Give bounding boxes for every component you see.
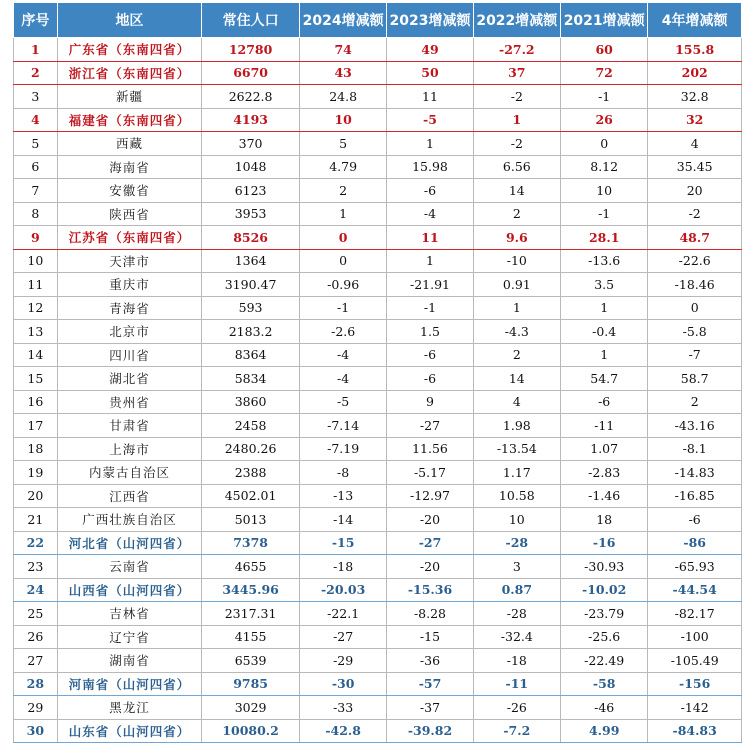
cell-population: 6123 <box>202 179 300 203</box>
cell-change-4yr: 0 <box>648 296 742 320</box>
cell-change-2021: -1 <box>561 202 648 226</box>
cell-population: 9785 <box>202 672 300 696</box>
table-row <box>14 649 742 673</box>
cell-region: 新疆 <box>57 85 202 109</box>
cell-change-2023: -36 <box>387 649 473 673</box>
cell-change-2023: 9 <box>387 390 473 414</box>
table-row <box>14 414 742 438</box>
cell-region: 内蒙古自治区 <box>57 461 202 485</box>
cell-change-4yr: -6 <box>648 508 742 532</box>
cell-change-2023: -8.28 <box>387 602 473 626</box>
cell-change-2024: -18 <box>299 555 386 579</box>
cell-region: 浙江省（东南四省） <box>57 61 202 85</box>
cell-change-2024: -33 <box>299 696 386 720</box>
cell-change-2022: 1.98 <box>473 414 560 438</box>
cell-change-4yr: -44.54 <box>648 578 742 602</box>
cell-change-2022: 3 <box>473 555 560 579</box>
cell-population: 4193 <box>202 108 300 132</box>
cell-change-2024: -7.19 <box>299 437 386 461</box>
cell-region: 广东省（东南四省） <box>57 38 202 62</box>
cell-change-2023: 49 <box>387 38 473 62</box>
cell-change-2022: 1 <box>473 108 560 132</box>
cell-population: 2317.31 <box>202 602 300 626</box>
cell-change-2022: -7.2 <box>473 719 560 743</box>
cell-change-2024: 5 <box>299 132 386 156</box>
cell-population: 3029 <box>202 696 300 720</box>
cell-change-2024: -22.1 <box>299 602 386 626</box>
cell-population: 6670 <box>202 61 300 85</box>
cell-population: 370 <box>202 132 300 156</box>
cell-change-2023: -5 <box>387 108 473 132</box>
table-row <box>14 202 742 226</box>
cell-region: 山西省（山河四省） <box>57 578 202 602</box>
table-row <box>14 38 742 62</box>
population-change-table <box>13 2 742 743</box>
cell-change-2022: 14 <box>473 367 560 391</box>
cell-change-2022: 2 <box>473 343 560 367</box>
cell-change-2021: -10.02 <box>561 578 648 602</box>
header-change-4yr: 4年增减额 <box>648 3 742 38</box>
cell-change-2023: -37 <box>387 696 473 720</box>
cell-region: 河北省（山河四省） <box>57 531 202 555</box>
cell-population: 2480.26 <box>202 437 300 461</box>
table-row <box>14 508 742 532</box>
cell-population: 5834 <box>202 367 300 391</box>
cell-region: 陕西省 <box>57 202 202 226</box>
cell-population: 3445.96 <box>202 578 300 602</box>
cell-change-2024: -5 <box>299 390 386 414</box>
cell-change-2023: 1 <box>387 132 473 156</box>
cell-change-2022: -10 <box>473 249 560 273</box>
cell-change-2021: -25.6 <box>561 625 648 649</box>
cell-change-2021: 1 <box>561 296 648 320</box>
cell-change-4yr: 202 <box>648 61 742 85</box>
cell-change-2023: 11 <box>387 226 473 250</box>
cell-change-4yr: -156 <box>648 672 742 696</box>
cell-change-2022: 14 <box>473 179 560 203</box>
table-row <box>14 390 742 414</box>
cell-change-2021: -2.83 <box>561 461 648 485</box>
table-row <box>14 625 742 649</box>
cell-population: 1364 <box>202 249 300 273</box>
header-region: 地区 <box>57 3 202 38</box>
cell-population: 2183.2 <box>202 320 300 344</box>
cell-change-2021: 26 <box>561 108 648 132</box>
cell-change-2024: 43 <box>299 61 386 85</box>
cell-change-4yr: -65.93 <box>648 555 742 579</box>
table-row <box>14 531 742 555</box>
cell-change-4yr: 32 <box>648 108 742 132</box>
cell-region: 山东省（山河四省） <box>57 719 202 743</box>
cell-change-4yr: -5.8 <box>648 320 742 344</box>
cell-rank: 21 <box>14 508 58 532</box>
cell-change-2024: -4 <box>299 343 386 367</box>
cell-change-2022: -26 <box>473 696 560 720</box>
cell-change-2023: -21.91 <box>387 273 473 297</box>
cell-change-2021: 8.12 <box>561 155 648 179</box>
cell-change-2022: 37 <box>473 61 560 85</box>
cell-rank: 1 <box>14 38 58 62</box>
table-row <box>14 555 742 579</box>
table-row <box>14 696 742 720</box>
cell-change-2023: 11 <box>387 85 473 109</box>
cell-region: 湖北省 <box>57 367 202 391</box>
cell-change-2022: 0.87 <box>473 578 560 602</box>
cell-region: 安徽省 <box>57 179 202 203</box>
cell-rank: 5 <box>14 132 58 156</box>
cell-change-2021: 10 <box>561 179 648 203</box>
cell-change-2024: -42.8 <box>299 719 386 743</box>
cell-population: 10080.2 <box>202 719 300 743</box>
cell-change-2022: 2 <box>473 202 560 226</box>
cell-population: 12780 <box>202 38 300 62</box>
cell-change-2023: -6 <box>387 343 473 367</box>
cell-population: 3860 <box>202 390 300 414</box>
cell-change-2022: -27.2 <box>473 38 560 62</box>
table-row <box>14 578 742 602</box>
cell-change-4yr: -7 <box>648 343 742 367</box>
cell-population: 7378 <box>202 531 300 555</box>
cell-region: 重庆市 <box>57 273 202 297</box>
cell-region: 青海省 <box>57 296 202 320</box>
cell-region: 甘肃省 <box>57 414 202 438</box>
table-row <box>14 320 742 344</box>
cell-change-2022: 6.56 <box>473 155 560 179</box>
cell-change-2021: 1 <box>561 343 648 367</box>
cell-region: 北京市 <box>57 320 202 344</box>
cell-change-2023: -27 <box>387 531 473 555</box>
cell-change-2023: 15.98 <box>387 155 473 179</box>
cell-change-2021: -16 <box>561 531 648 555</box>
cell-change-4yr: -86 <box>648 531 742 555</box>
cell-rank: 18 <box>14 437 58 461</box>
cell-change-2024: -13 <box>299 484 386 508</box>
cell-rank: 17 <box>14 414 58 438</box>
cell-change-2022: -28 <box>473 602 560 626</box>
cell-change-2021: -13.6 <box>561 249 648 273</box>
cell-rank: 13 <box>14 320 58 344</box>
cell-rank: 14 <box>14 343 58 367</box>
cell-population: 4655 <box>202 555 300 579</box>
cell-change-4yr: 48.7 <box>648 226 742 250</box>
cell-population: 4502.01 <box>202 484 300 508</box>
cell-rank: 24 <box>14 578 58 602</box>
cell-change-4yr: -84.83 <box>648 719 742 743</box>
table-row <box>14 108 742 132</box>
table-row <box>14 437 742 461</box>
cell-change-4yr: 20 <box>648 179 742 203</box>
cell-change-2023: -12.97 <box>387 484 473 508</box>
header-population: 常住人口 <box>202 3 300 38</box>
cell-population: 3190.47 <box>202 273 300 297</box>
cell-change-2022: -18 <box>473 649 560 673</box>
cell-change-2024: -20.03 <box>299 578 386 602</box>
cell-region: 黑龙江 <box>57 696 202 720</box>
table-row <box>14 672 742 696</box>
cell-change-4yr: 155.8 <box>648 38 742 62</box>
cell-population: 5013 <box>202 508 300 532</box>
table-row <box>14 367 742 391</box>
table-row <box>14 273 742 297</box>
cell-change-2022: 10 <box>473 508 560 532</box>
cell-rank: 23 <box>14 555 58 579</box>
cell-population: 2458 <box>202 414 300 438</box>
cell-region: 湖南省 <box>57 649 202 673</box>
cell-rank: 26 <box>14 625 58 649</box>
cell-rank: 3 <box>14 85 58 109</box>
cell-change-2022: 10.58 <box>473 484 560 508</box>
cell-change-2021: 72 <box>561 61 648 85</box>
cell-change-2024: -14 <box>299 508 386 532</box>
cell-change-4yr: -16.85 <box>648 484 742 508</box>
table-row <box>14 132 742 156</box>
table-row <box>14 249 742 273</box>
cell-rank: 8 <box>14 202 58 226</box>
cell-rank: 9 <box>14 226 58 250</box>
cell-rank: 15 <box>14 367 58 391</box>
cell-region: 四川省 <box>57 343 202 367</box>
cell-population: 3953 <box>202 202 300 226</box>
cell-population: 593 <box>202 296 300 320</box>
cell-change-2022: 9.6 <box>473 226 560 250</box>
cell-change-2021: -1.46 <box>561 484 648 508</box>
cell-change-2024: 0 <box>299 249 386 273</box>
cell-change-2024: 4.79 <box>299 155 386 179</box>
cell-population: 2622.8 <box>202 85 300 109</box>
cell-change-2023: -15.36 <box>387 578 473 602</box>
cell-change-4yr: -14.83 <box>648 461 742 485</box>
cell-change-2021: 1.07 <box>561 437 648 461</box>
table-body <box>14 38 742 743</box>
cell-change-4yr: -105.49 <box>648 649 742 673</box>
cell-change-4yr: -82.17 <box>648 602 742 626</box>
cell-population: 4155 <box>202 625 300 649</box>
table-row <box>14 179 742 203</box>
cell-change-2024: -15 <box>299 531 386 555</box>
cell-change-2021: 0 <box>561 132 648 156</box>
cell-rank: 2 <box>14 61 58 85</box>
cell-change-2021: -11 <box>561 414 648 438</box>
cell-change-4yr: -22.6 <box>648 249 742 273</box>
cell-rank: 4 <box>14 108 58 132</box>
table-row <box>14 85 742 109</box>
cell-rank: 12 <box>14 296 58 320</box>
table-row <box>14 602 742 626</box>
cell-region: 广西壮族自治区 <box>57 508 202 532</box>
cell-change-2021: 60 <box>561 38 648 62</box>
cell-change-2024: 0 <box>299 226 386 250</box>
cell-change-2021: 3.5 <box>561 273 648 297</box>
cell-change-2022: -4.3 <box>473 320 560 344</box>
cell-change-2021: 54.7 <box>561 367 648 391</box>
cell-change-4yr: -43.16 <box>648 414 742 438</box>
cell-rank: 30 <box>14 719 58 743</box>
cell-rank: 22 <box>14 531 58 555</box>
cell-change-4yr: 4 <box>648 132 742 156</box>
cell-change-4yr: -2 <box>648 202 742 226</box>
cell-rank: 28 <box>14 672 58 696</box>
cell-rank: 6 <box>14 155 58 179</box>
cell-region: 上海市 <box>57 437 202 461</box>
cell-change-2022: 4 <box>473 390 560 414</box>
cell-region: 吉林省 <box>57 602 202 626</box>
cell-change-4yr: 58.7 <box>648 367 742 391</box>
cell-region: 海南省 <box>57 155 202 179</box>
cell-change-2022: -11 <box>473 672 560 696</box>
cell-change-2021: -58 <box>561 672 648 696</box>
cell-change-2022: -28 <box>473 531 560 555</box>
cell-rank: 20 <box>14 484 58 508</box>
cell-change-2022: -2 <box>473 132 560 156</box>
cell-change-2024: 74 <box>299 38 386 62</box>
cell-change-2023: -39.82 <box>387 719 473 743</box>
header-rank: 序号 <box>14 3 58 38</box>
cell-change-2024: -30 <box>299 672 386 696</box>
cell-change-4yr: 32.8 <box>648 85 742 109</box>
cell-rank: 10 <box>14 249 58 273</box>
cell-region: 天津市 <box>57 249 202 273</box>
cell-change-2024: 1 <box>299 202 386 226</box>
cell-population: 6539 <box>202 649 300 673</box>
cell-change-2023: -6 <box>387 367 473 391</box>
header-change-2023: 2023增减额 <box>387 3 473 38</box>
cell-change-4yr: 2 <box>648 390 742 414</box>
cell-change-2023: -6 <box>387 179 473 203</box>
cell-change-2024: 24.8 <box>299 85 386 109</box>
cell-change-2023: -15 <box>387 625 473 649</box>
cell-population: 1048 <box>202 155 300 179</box>
cell-population: 8364 <box>202 343 300 367</box>
table-row <box>14 296 742 320</box>
cell-change-2022: -13.54 <box>473 437 560 461</box>
cell-change-2023: -20 <box>387 555 473 579</box>
cell-change-2022: -32.4 <box>473 625 560 649</box>
cell-change-2024: -29 <box>299 649 386 673</box>
cell-region: 江西省 <box>57 484 202 508</box>
cell-change-4yr: -18.46 <box>648 273 742 297</box>
cell-rank: 7 <box>14 179 58 203</box>
cell-change-2021: 4.99 <box>561 719 648 743</box>
table-row <box>14 719 742 743</box>
table-row <box>14 484 742 508</box>
cell-change-2023: 1.5 <box>387 320 473 344</box>
cell-region: 云南省 <box>57 555 202 579</box>
table-header-row <box>14 3 742 38</box>
cell-change-2024: -4 <box>299 367 386 391</box>
cell-region: 贵州省 <box>57 390 202 414</box>
cell-rank: 11 <box>14 273 58 297</box>
cell-region: 西藏 <box>57 132 202 156</box>
cell-change-2024: -27 <box>299 625 386 649</box>
cell-change-4yr: -100 <box>648 625 742 649</box>
cell-population: 8526 <box>202 226 300 250</box>
cell-change-2023: -20 <box>387 508 473 532</box>
cell-change-2023: -27 <box>387 414 473 438</box>
cell-change-2023: 1 <box>387 249 473 273</box>
cell-change-2023: 11.56 <box>387 437 473 461</box>
cell-change-2021: -6 <box>561 390 648 414</box>
cell-change-2022: -2 <box>473 85 560 109</box>
cell-rank: 19 <box>14 461 58 485</box>
cell-change-2024: 10 <box>299 108 386 132</box>
cell-change-2023: -1 <box>387 296 473 320</box>
cell-change-2024: -8 <box>299 461 386 485</box>
cell-rank: 25 <box>14 602 58 626</box>
cell-population: 2388 <box>202 461 300 485</box>
cell-rank: 29 <box>14 696 58 720</box>
cell-change-2021: -30.93 <box>561 555 648 579</box>
cell-change-2024: -1 <box>299 296 386 320</box>
cell-change-2022: 0.91 <box>473 273 560 297</box>
table-row <box>14 155 742 179</box>
cell-change-2021: -1 <box>561 85 648 109</box>
cell-rank: 27 <box>14 649 58 673</box>
table-row <box>14 61 742 85</box>
cell-region: 江苏省（东南四省） <box>57 226 202 250</box>
cell-change-2024: -0.96 <box>299 273 386 297</box>
cell-change-4yr: 35.45 <box>648 155 742 179</box>
header-change-2024: 2024增减额 <box>299 3 386 38</box>
cell-region: 福建省（东南四省） <box>57 108 202 132</box>
cell-change-2023: -5.17 <box>387 461 473 485</box>
table-row <box>14 461 742 485</box>
header-change-2022: 2022增减额 <box>473 3 560 38</box>
cell-change-2024: 2 <box>299 179 386 203</box>
cell-change-4yr: -8.1 <box>648 437 742 461</box>
cell-change-2023: -57 <box>387 672 473 696</box>
table-row <box>14 343 742 367</box>
cell-rank: 16 <box>14 390 58 414</box>
cell-region: 辽宁省 <box>57 625 202 649</box>
table-row <box>14 226 742 250</box>
cell-change-4yr: -142 <box>648 696 742 720</box>
cell-change-2023: 50 <box>387 61 473 85</box>
cell-change-2022: 1 <box>473 296 560 320</box>
cell-change-2021: -22.49 <box>561 649 648 673</box>
cell-change-2021: 28.1 <box>561 226 648 250</box>
cell-change-2021: 18 <box>561 508 648 532</box>
cell-change-2021: -46 <box>561 696 648 720</box>
cell-change-2022: 1.17 <box>473 461 560 485</box>
cell-change-2024: -2.6 <box>299 320 386 344</box>
cell-region: 河南省（山河四省） <box>57 672 202 696</box>
cell-change-2021: -0.4 <box>561 320 648 344</box>
cell-change-2024: -7.14 <box>299 414 386 438</box>
header-change-2021: 2021增减额 <box>561 3 648 38</box>
cell-change-2021: -23.79 <box>561 602 648 626</box>
cell-change-2023: -4 <box>387 202 473 226</box>
